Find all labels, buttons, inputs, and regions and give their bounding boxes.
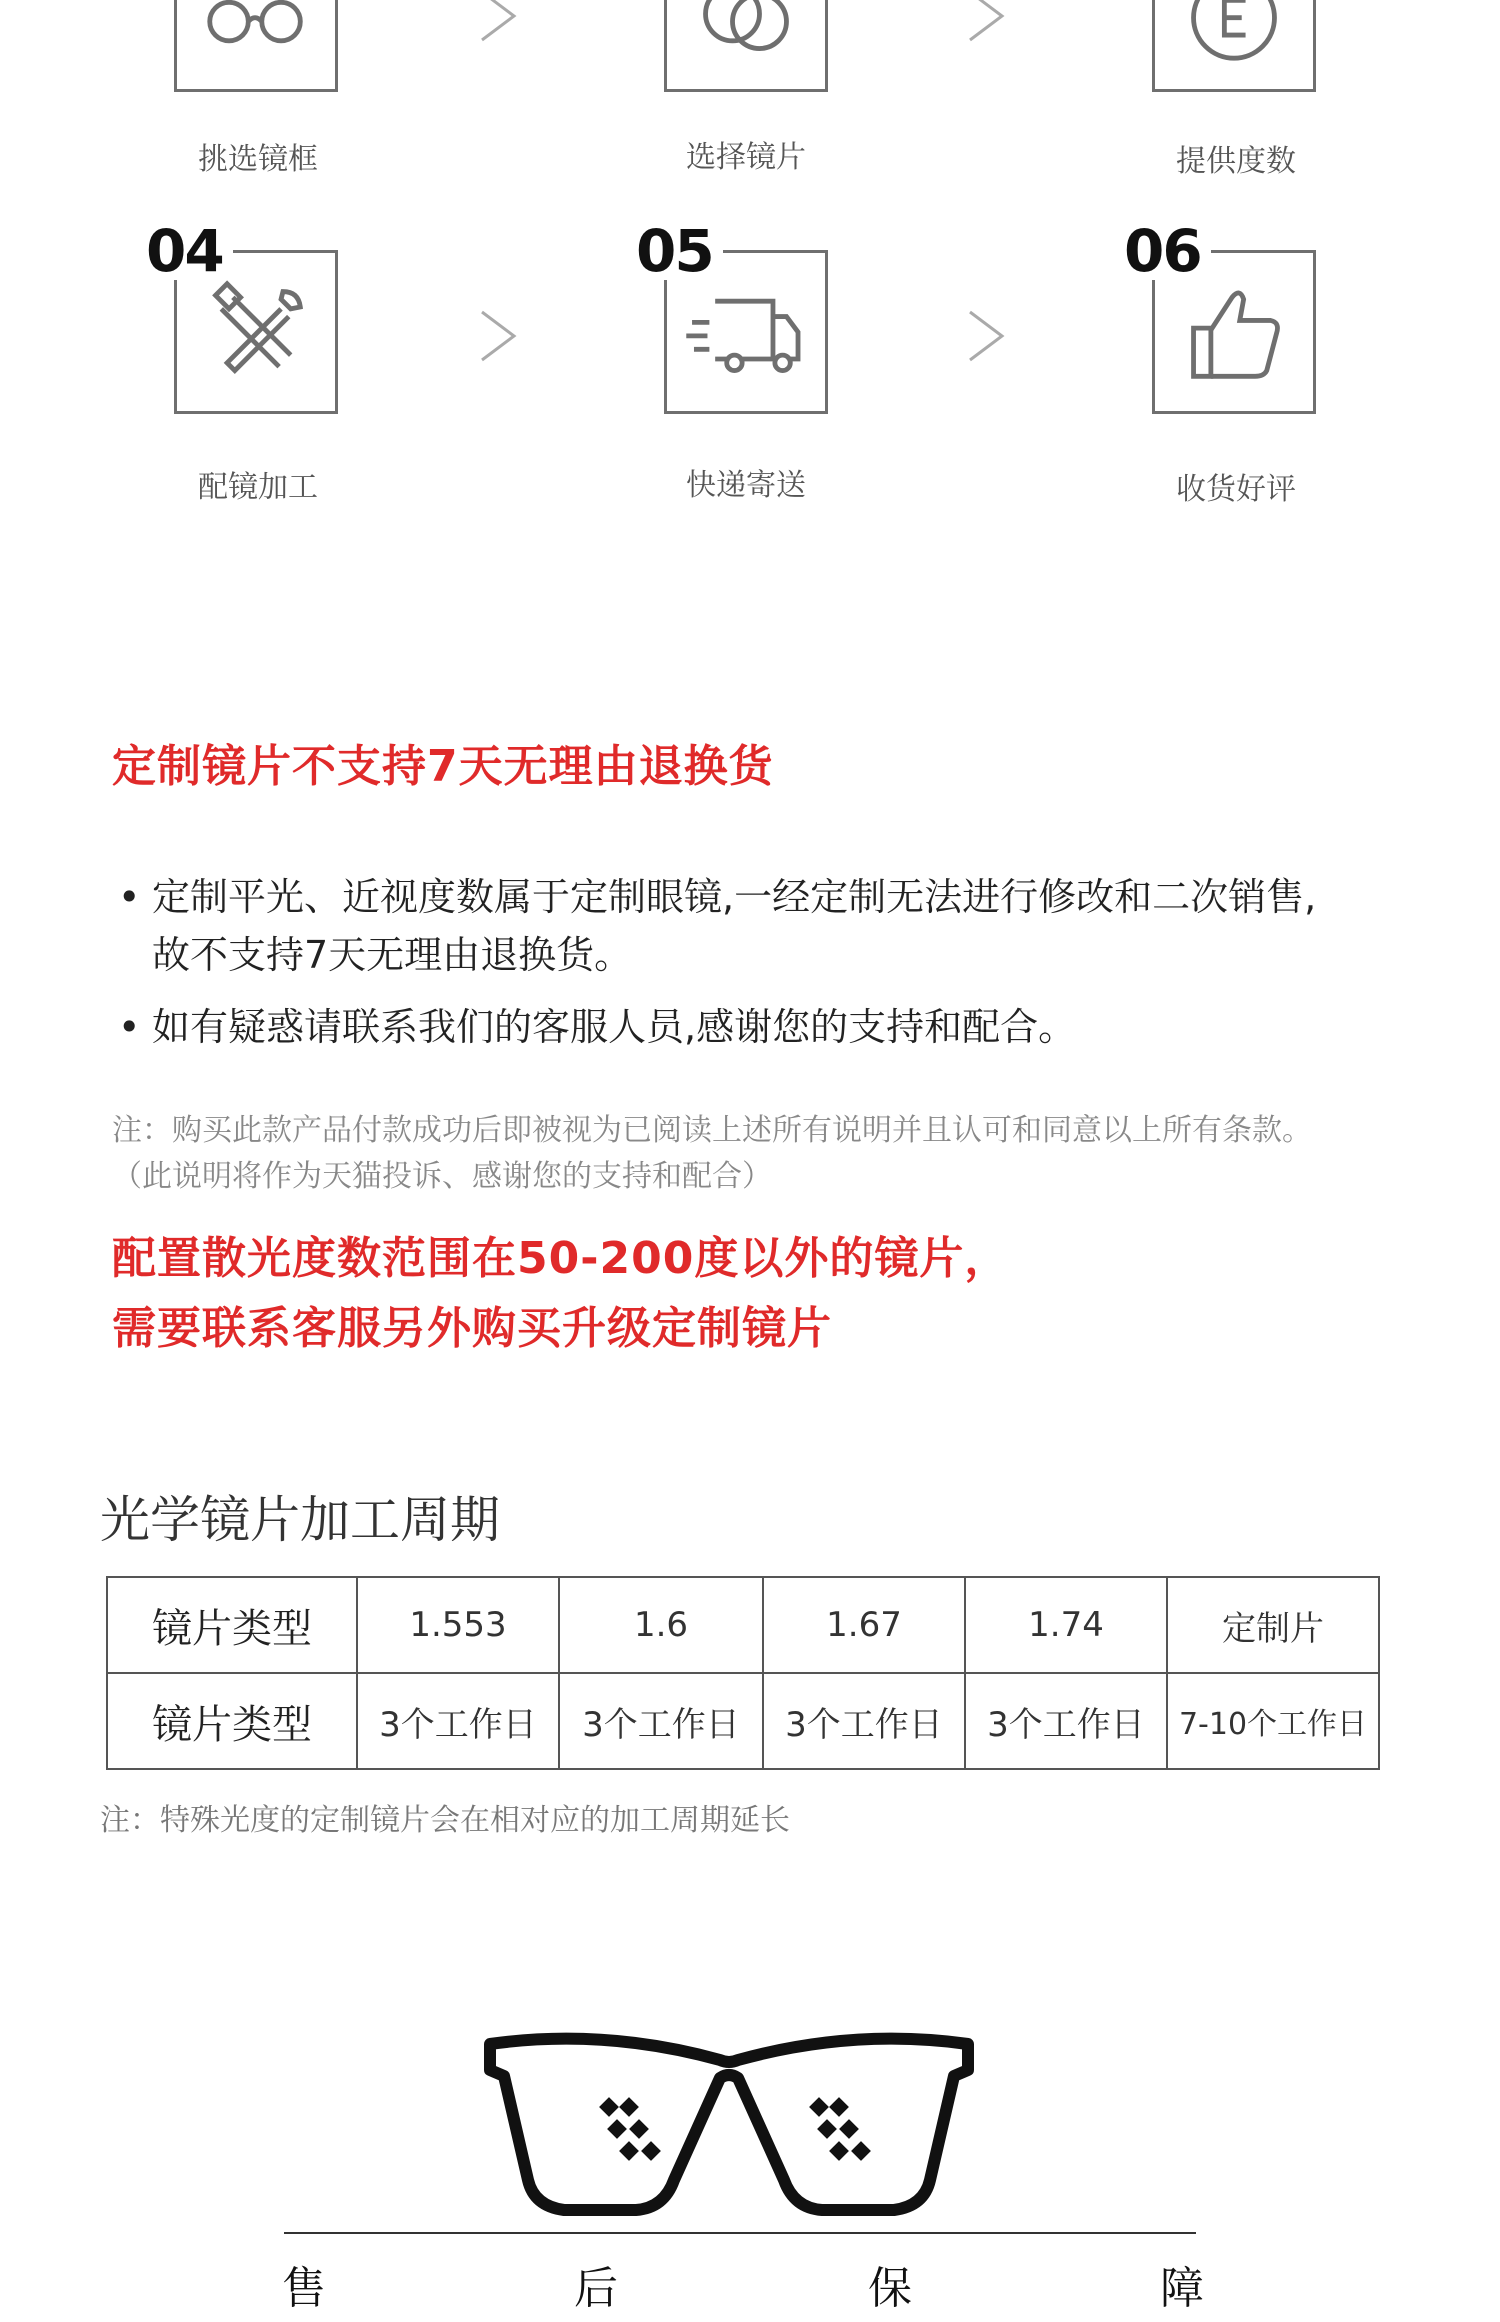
step-frame-box [174, 0, 338, 92]
after-sales-title-char: 售 [282, 2263, 326, 2314]
glasses-icon [177, 0, 335, 89]
after-sales-title-char: 后 [574, 2263, 618, 2314]
glasses-logo-icon [484, 2030, 974, 2230]
step-label: 配镜加工 [198, 470, 318, 505]
table-cell: 镜片类型 [107, 1673, 357, 1769]
after-sales-title-char: 障 [1160, 2263, 1204, 2314]
table-cell: 3个工作日 [965, 1673, 1167, 1769]
step-number: 04 [146, 222, 233, 280]
cycle-note: 注：特殊光度的定制镜片会在相对应的加工周期延长 [100, 1803, 790, 1838]
purchase-note: 注：购买此款产品付款成功后即被视为已阅读上述所有说明并且认可和同意以上所有条款。（此说明将作为天猫投诉、感谢您的支持和配合） [112, 1113, 1312, 1194]
chevron-right-icon [476, 0, 520, 46]
bullet-icon: • [118, 1005, 141, 1049]
table-cell: 定制片 [1167, 1577, 1379, 1673]
step-lens-box [664, 0, 828, 92]
list-item [112, 998, 1352, 1056]
table-cell: 3个工作日 [357, 1673, 559, 1769]
lens-rings-icon [667, 0, 825, 89]
step-label: 选择镜片 [686, 140, 806, 175]
table-cell: 3个工作日 [559, 1673, 763, 1769]
step-label: 提供度数 [1176, 144, 1296, 179]
step-number: 06 [1124, 222, 1211, 280]
no-return-headline: 定制镜片不支持7天无理由退换货 [112, 741, 774, 792]
divider [284, 2232, 1196, 2234]
chevron-right-icon [476, 306, 520, 366]
table-cell: 3个工作日 [763, 1673, 965, 1769]
processing-cycle-table [106, 1576, 1380, 1770]
bullet-icon: • [118, 875, 141, 919]
table-row [107, 1577, 1379, 1673]
chevron-right-icon [964, 306, 1008, 366]
step-label: 收货好评 [1176, 472, 1296, 507]
table-cell: 7-10个工作日 [1167, 1673, 1379, 1769]
bullet-text: 定制平光、近视度数属于定制眼镜,一经定制无法进行修改和二次销售,故不支持7天无理由退换货。 [152, 875, 1317, 977]
table-row [107, 1673, 1379, 1769]
step-prescription-box [1152, 0, 1316, 92]
bullet-text: 如有疑惑请联系我们的客服人员,感谢您的支持和配合。 [152, 1005, 1077, 1049]
step-label: 挑选镜框 [198, 142, 318, 177]
astigmatism-notice-line1: 配置散光度数范围在50-200度以外的镜片， [112, 1233, 1010, 1284]
eye-chart-e-icon [1155, 0, 1313, 89]
table-cell: 1.67 [763, 1577, 965, 1673]
table-cell: 1.74 [965, 1577, 1167, 1673]
notice-bullets [112, 868, 1352, 1070]
after-sales-title-char: 保 [868, 2263, 912, 2314]
astigmatism-notice-line2: 需要联系客服另外购买升级定制镜片 [112, 1303, 832, 1354]
section-title: 光学镜片加工周期 [100, 1491, 500, 1549]
chevron-right-icon [964, 0, 1008, 46]
table-cell: 镜片类型 [107, 1577, 357, 1673]
step-number: 05 [636, 222, 723, 280]
table-cell: 1.6 [559, 1577, 763, 1673]
step-label: 快递寄送 [686, 468, 806, 503]
list-item [112, 868, 1352, 984]
table-cell: 1.553 [357, 1577, 559, 1673]
